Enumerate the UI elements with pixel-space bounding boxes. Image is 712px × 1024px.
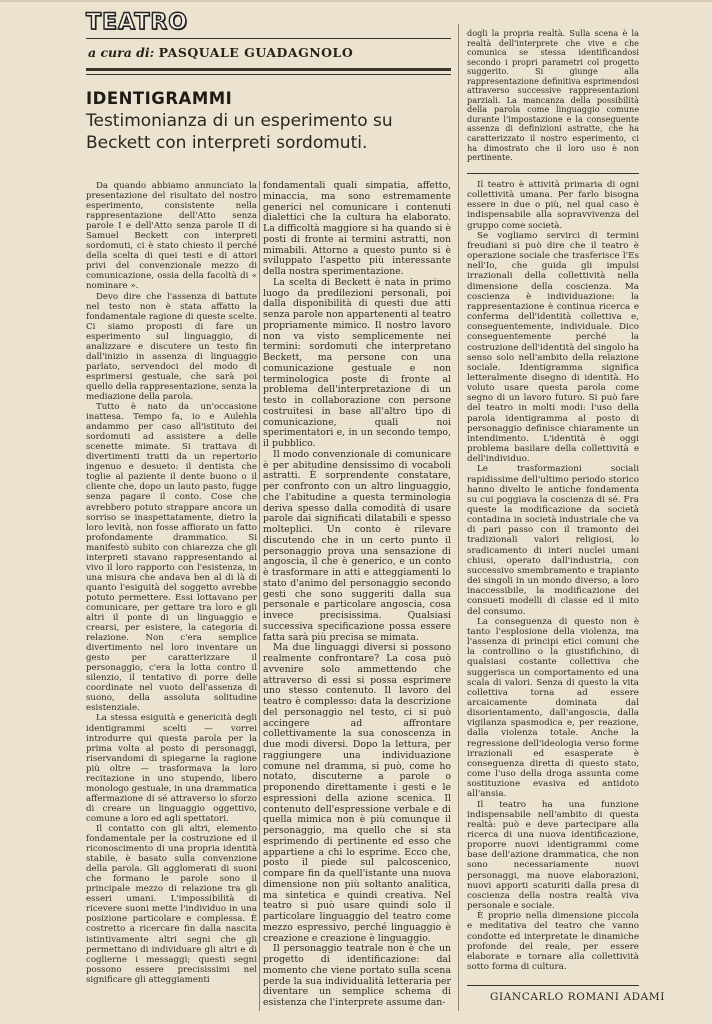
- column-3-separator: [467, 173, 639, 174]
- article-column-3-top: [467, 29, 639, 163]
- masthead-rule: [86, 38, 451, 39]
- teatro-logo: TEATRO: [86, 10, 189, 35]
- article-column-3: [467, 180, 639, 972]
- article-column-2: [263, 181, 451, 1009]
- paragraph: Devo dire che l'assenza di battute nel testo non è stata affatto la fondamentale ragione di queste scelte. Ci siamo proposti di fare un esperimento sul linguaggio, di analizzare e discutere un testo fin dall'inizio in assenza di linguaggio parlato, servendoci del modo di esprimersi gestuale, che sarà poi quello della rappresentazione, senza la mediazione della parola.: [86, 291, 257, 402]
- article-subtitle: Testimonianza di un esperimento su Beckett con interpreti sordomuti.: [86, 111, 393, 153]
- paragraph: dogli la propria realtà. Sulla scena è la realtà dell'interprete che vive e che comunica se stessa identificandosi secondo i propri parametri col progetto suggerito. Si giunge alla rappresentazione definitiva esprimendosi attraverso successive rappresentazioni parziali. La mancanza della possibilità della parola come linguaggio comune durante l'impostazione e la conseguente assenza di definizioni astratte, che ha caratterizzato il nostro esperimento, ci ha dimostrato che il loro uso è non pertinente.: [467, 28, 639, 163]
- article-title: IDENTIGRAMMI: [86, 89, 233, 108]
- paragraph: Il contatto con gli altri, elemento fondamentale per la costruzione ed il riconoscimento di una propria identità stabile, è basato sulla convenzione della parola. Gli agglomerati di suoni che formano le parole sono il principale mezzo di relazione tra gli esseri umani. L'impossibilità di ricevere suoni mette l'individuo in una posizione particolare e complessa. È costretto a ricercare fin dalla nascita istintivamente altri segni che gli permettano di individuare gli altri e di coglierne i messaggi; questi segni possono essere precisissimi nel significare gli atteggiamenti: [86, 824, 257, 985]
- paragraph: fondamentali quali simpatia, affetto, minaccia, ma sono estremamente generici nel comunicare i contenuti dialettici che la cultura ha elaborato. La difficoltà maggiore si ha quando si è posti di fronte ai termini astratti, non mimabili. Attorno a questo punto si è sviluppato l'aspetto più interessante della nostra sperimentazione.: [263, 180, 451, 277]
- paragraph: Se vogliamo servirci di termini freudiani si può dire che il teatro è operazione sociale che trasferisce l'Es nell'Io, che guida gli impulsi irrazionali della collettività nella dimensione della coscienza. Ma coscienza è individuazione: la rappresentazione è continua ricerca e conferma dell'identità collettiva e, conseguentemente, individuale. Dico conseguentemente perché la costruzione dell'identità del singolo ha senso solo nell'ambito della relazione sociale. Identigramma significa letteralmente disegno di identità. Ho voluto usare questa parola come segno di un lavoro futuro. Si può fare del teatro in molti modi: l'uso della parola identigramma al posto di personaggio definisce chiaramente un intendimento. L'identità è oggi problema basilare della collettività e dell'individuo.: [467, 230, 639, 465]
- paragraph: Il teatro è attività primaria di ogni collettività umana. Per farlo bisogna essere in due o più, nel qual caso è indispensabile alla sopravvivenza del gruppo come società.: [467, 180, 639, 231]
- paragraph: Da quando abbiamo annunciato la presentazione del risultato del nostro esperimento, consistente nella rappresentazione dell'Atto senza parole I e dell'Atto senza parole II di Samuel Beckett con interpreti sordomuti, ci è stato chiesto il perché della scelta di quei testi e di attori privi del convenzionale mezzo di comunicazione, ossia della facoltà di « nominare ».: [86, 181, 257, 292]
- signature-rule: [467, 985, 639, 986]
- article-author: GIANCARLO ROMANI ADAMI: [490, 991, 665, 1003]
- paragraph: Ma due linguaggi diversi si possono realmente confrontare? La cosa può avvenire solo ammettendo che attraverso di essi si possa esprimere uno stesso contenuto. Il lavoro del teatro è complesso: data la descrizione del personaggio nel testo, ci si può accingere ad affrontare collettivamente la sua conoscenza in due modi diversi. Dopo la lettura, per raggiungere una individuazione comune nel dramma, si può, come ho notato, discuterne a parole o proponendo direttamente i gesti e le espressioni della azione scenica. Il contenuto dell'espressione verbale e di quella mimica non è più comunque il personaggio, ma quello che si sta esprimendo di pertinente ed esso che appartiene a chi lo esprime. Ecco che, posto il piede sul palcoscenico, compare fin da quell'istante una nuova dimensione non più soltanto analitica, ma sintetica e quindi creativa. Nel teatro si può usare quindi solo il particolare linguaggio del teatro come mezzo espressivo, perché linguaggio è creazione e creazione è linguaggio.: [263, 642, 451, 944]
- paragraph: Il personaggio teatrale non è che un progetto di identificazione: dal momento che viene portato sulla scena perde la sua individualità letteraria per diventare un semplice schema di esistenza che l'interprete assume dan-: [263, 943, 451, 1008]
- credit-prefix: a cura di:: [88, 45, 155, 60]
- paragraph: Le trasformazioni sociali rapidissime dell'ultimo periodo storico hanno divelto le antiche fondamenta su cui poggiava la coscienza di sé. Fra queste la modificazione da società contadina in società industriale che va di pari passo con il tramonto dei tradizionali valori religiosi, lo sradicamento di interi nuclei umani chiusi, operato dall'industria, con successivo smembramento e trapianto dei singoli in un mondo diverso, a loro inaccessibile, la modificazione dei consueti modelli di classe ed il mito del consumo.: [467, 464, 639, 617]
- paragraph: Il modo convenzionale di comunicare è per abitudine densissimo di vocaboli astratti. È sorprendente constatare, per confronto con un altro linguaggio, che l'abitudine a questa terminologia deriva spesso dalla comodità di usare parole dai significati dilatabili e spesso molteplici. Un conto è rilevare discutendo che in un certo punto il personaggio prova una sensazione di angoscia, il che è generico, e un conto è trasformare in atti e atteggiamenti lo stato d'animo del personaggio secondo gesti che sono suggeriti dalla sua personale e particolare angoscia, cosa invece precisissima. Qualsiasi successiva specificazione possa essere fatta sarà più precisa se mimata.: [263, 448, 451, 643]
- paragraph: Il teatro ha una funzione indispensabile nell'ambito di questa realtà: può e deve partecipare alla ricerca di una nuova identificazione, proporre nuovi identigrammi come base dell'azione drammatica, che non sono necessariamente nuovi personaggi, ma nuove elaborazioni, nuovi apporti scaturiti dalla presa di coscienza della nostra realtà viva personale e sociale.: [467, 799, 639, 912]
- section-credit: [88, 45, 353, 60]
- paragraph: La conseguenza di questo non è tanto l'esplosione della violenza, ma l'assenza di principi etici comuni che la controllino o la giustifichino, di qualsiasi costante collettiva che suggerisca un comportamento ed una scala di valori. Senza di questo la vita collettiva torna ad essere arcaicamente dominata dal disorientamento, dall'angoscia, dalla vigilanza spasmodica e, per reazione, dalla violenza totale. Anche la regressione dell'ideologia verso forme irrazionali ed esasperate è conseguenza diretta di questo stato, come l'uso della droga assunta come sostituzione evasiva ed antidoto all'ansia.: [467, 616, 639, 800]
- paragraph: Tutto è nato da un'occasione inattesa. Tempo fa, io e Aulehla andammo per caso all'istituto dei sordomuti ad assistere a delle scenette mimate. Si trattava di divertimenti tratti da un repertorio ingenuo e desueto: il dentista che toglie al paziente il dente buono o il cliente che, dopo un lauto pasto, fugge senza pagare il conto. Cose che avrebbero potuto strappare ancora un sorriso se inaspettatamente, dietro la loro levità, non fosse affiorato un fatto profondamente drammatico. Si manifestò subito con chiarezza che gli interpreti stavano rappresentando al vivo il loro rapporto con l'esistenza, in una misura che andava ben al di là di quanto l'esiguità del soggetto avrebbe potuto permettere. Essi lottavano per comunicare, per gettare tra loro e gli altri il ponte di un linguaggio e crearsi, per esistere, la categoria di relazione. Non c'era semplice divertimento nel loro inventare un gesto per caratterizzare il personaggio, c'era la lotta contro il silenzio, il tentativo di porre delle coordinate nel vuoto dell'assenza di suono, della assoluta solitudine esistenziale.: [86, 402, 257, 714]
- paragraph: È proprio nella dimensione piccola e meditativa del teatro che vanno condotte ed interpretate le dinamiche profonde del reale, per essere elaborate e tornare alla collettività sotto forma di cultura.: [467, 911, 639, 973]
- paragraph: La scelta di Beckett è nata in primo luogo da predilezioni personali, poi dalla disponibilità di questi due atti senza parole non appartenenti al teatro propriamente mimico. Il nostro lavoro non va visto semplicemente nei termini: sordomuti che interpretano Beckett, ma persone con una comunicazione gestuale e non terminologica poste di fronte al problema dell'interpretazione di un testo in collaborazione con persone costruitesi in base all'altro tipo di comunicazione, quali noi sperimentatori e, in un secondo tempo, il pubblico.: [263, 276, 451, 449]
- column-divider-1: [259, 181, 260, 1011]
- paragraph: La stessa esiguità e genericità degli identigrammi scelti — vorrei introdurre qui questa parola per la prima volta al posto di personaggi, riservandomi di spiegarne la ragione più oltre — trasformava la loro recitazione in uno stupendo, libero monologo gestuale, in una drammatica affermazione di sé attraverso lo sforzo di creare un linguaggio oggettivo, comune a loro ed agli spettatori.: [86, 713, 257, 824]
- article-column-1: [86, 181, 257, 985]
- paper-crease: [0, 0, 712, 2]
- credit-rule-top: [86, 68, 451, 71]
- credit-name: PASQUALE GUADAGNOLO: [158, 45, 354, 60]
- credit-rule-bottom: [86, 74, 451, 75]
- column-divider-2: [458, 24, 459, 1011]
